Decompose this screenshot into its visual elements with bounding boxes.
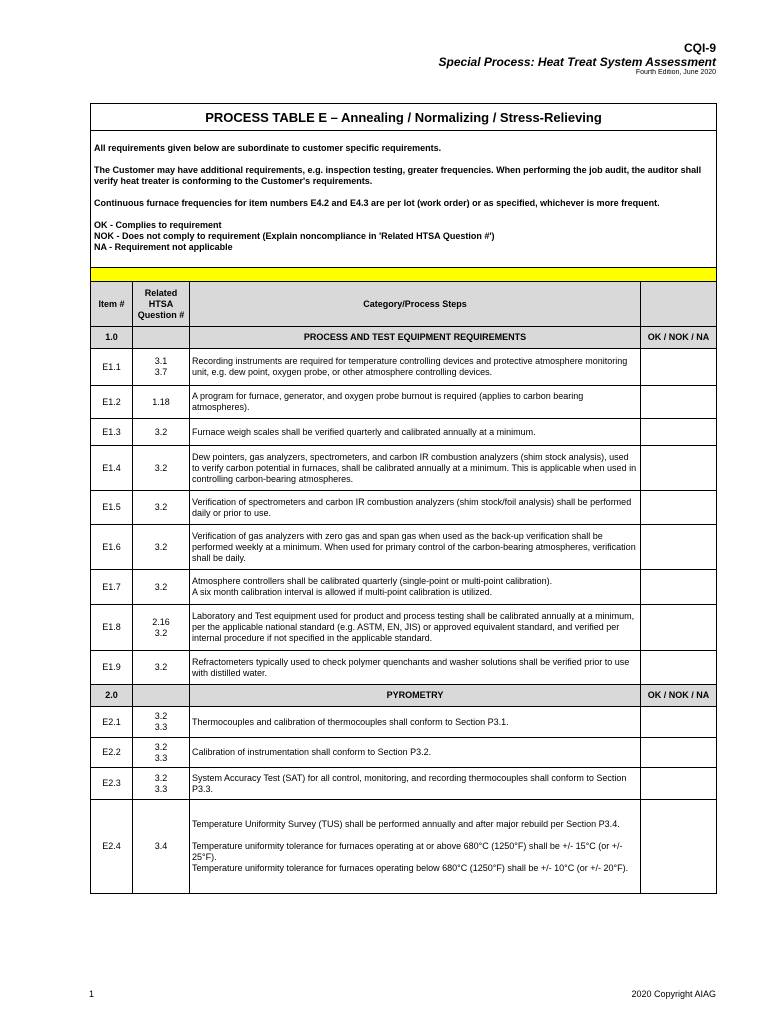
item-number: E1.4 <box>91 446 133 491</box>
table-row <box>91 800 717 894</box>
htsa-question-number: 3.2 <box>154 581 168 592</box>
item-number: E1.2 <box>91 386 133 419</box>
htsa-question <box>133 651 190 685</box>
htsa-question-number: 2.16 <box>152 616 170 627</box>
compliance-cell[interactable] <box>641 419 717 446</box>
col-item-header: Item # <box>91 282 133 327</box>
htsa-question-number: 3.2 <box>154 541 168 552</box>
section-header-row <box>91 327 717 349</box>
copyright: 2020 Copyright AIAG <box>631 989 716 999</box>
edition-label: Fourth Edition, June 2020 <box>635 69 716 76</box>
htsa-question <box>133 446 190 491</box>
compliance-cell[interactable] <box>641 738 717 768</box>
item-number: E1.7 <box>91 570 133 605</box>
section-number: 2.0 <box>91 685 133 707</box>
legend-nok: NOK - Does not comply to requirement (Explain noncompliance in 'Related HTSA Question #') <box>94 231 495 241</box>
compliance-cell[interactable] <box>641 446 717 491</box>
process-step-text: Furnace weigh scales shall be verified quarterly and calibrated annually at a minimum. <box>190 419 641 446</box>
intro-paragraph: The Customer may have additional requirements, e.g. inspection testing, greater frequencies. When performing the job audit, the auditor shall verify heat treater is conforming to the Customer's requirements. <box>94 165 702 186</box>
section-name: PROCESS AND TEST EQUIPMENT REQUIREMENTS <box>190 327 641 349</box>
process-step-text: Verification of gas analyzers with zero gas and span gas when used as the back-up verification shall be performed weekly at a minimum. When used for primary control of the carbon-bearing atmospheres, verification shall be daily. <box>190 525 641 570</box>
table-row <box>91 768 717 800</box>
table-row <box>91 491 717 525</box>
htsa-question <box>133 386 190 419</box>
htsa-question-number: 3.1 <box>154 356 168 366</box>
htsa-question-number: 3.2 <box>154 502 168 512</box>
htsa-question <box>133 605 190 651</box>
process-step-text: System Accuracy Test (SAT) for all control, monitoring, and recording thermocouples shall conform to Section P3.3. <box>190 768 641 800</box>
intro-text <box>91 131 717 268</box>
item-number: E2.3 <box>91 768 133 800</box>
htsa-question <box>133 570 190 605</box>
section-blank <box>133 327 190 349</box>
process-step-text: Verification of spectrometers and carbon IR combustion analyzers (shim stock/foil analysis) shall be performed daily or prior to use. <box>190 491 641 525</box>
table-row <box>91 525 717 570</box>
process-table-container <box>90 103 716 894</box>
htsa-question-number: 3.4 <box>154 841 168 851</box>
item-number: E1.9 <box>91 651 133 685</box>
table-row <box>91 738 717 768</box>
col-ok-header <box>641 282 717 327</box>
table-title-row <box>91 104 717 131</box>
col-steps-header: Category/Process Steps <box>190 282 641 327</box>
table-row <box>91 605 717 651</box>
table-row <box>91 707 717 738</box>
compliance-cell[interactable] <box>641 651 717 685</box>
item-number: E1.8 <box>91 605 133 651</box>
table-row <box>91 349 717 386</box>
htsa-question-number: 3.2 <box>154 741 168 752</box>
process-step-text: Temperature Uniformity Survey (TUS) shall be performed annually and after major rebuild per Section P3.4. Temperature uniformity tolerance for furnaces operating at or above 680°C (1250°F) shall be +/- 15°C (or +/- 25°F). Temperature uniformity tolerance for furnaces operating below 680°C (1250°F) shall be +/- 10°C (or +/- 20°F). <box>190 800 641 894</box>
section-ok-header: OK / NOK / NA <box>641 685 717 707</box>
legend-na: NA - Requirement not applicable <box>94 242 233 252</box>
page-number: 1 <box>89 989 95 999</box>
compliance-cell[interactable] <box>641 386 717 419</box>
item-number: E2.4 <box>91 800 133 894</box>
compliance-cell[interactable] <box>641 570 717 605</box>
htsa-question <box>133 491 190 525</box>
process-step-text: Recording instruments are required for temperature controlling devices and protective atmosphere monitoring unit, e.g. dew point, oxygen probe, or other atmosphere controlling devices. <box>190 349 641 386</box>
htsa-question <box>133 707 190 738</box>
htsa-question <box>133 349 190 386</box>
intro-row <box>91 131 717 268</box>
section-ok-header: OK / NOK / NA <box>641 327 717 349</box>
process-step-text: Thermocouples and calibration of thermocouples shall conform to Section P3.1. <box>190 707 641 738</box>
table-row <box>91 419 717 446</box>
process-step-text: Atmosphere controllers shall be calibrated quarterly (single-point or multi-point calibration). A six month calibration interval is allowed if multi-point calibration is utilized. <box>190 570 641 605</box>
intro-paragraph: Continuous furnace frequencies for item numbers E4.2 and E4.3 are per lot (work order) or as specified, whichever is more frequent. <box>94 198 660 208</box>
compliance-cell[interactable] <box>641 605 717 651</box>
process-step-text: Dew pointers, gas analyzers, spectrometers, and carbon IR combustion analyzers (shim stock analysis), used to verify carbon potential in furnaces, shall be calibrated annually at a minimum. This is applicable when used in controlling carbon-bearing atmospheres. <box>190 446 641 491</box>
process-step-text: Calibration of instrumentation shall conform to Section P3.2. <box>190 738 641 768</box>
htsa-question <box>133 768 190 800</box>
item-number: E2.1 <box>91 707 133 738</box>
htsa-question-number: 3.2 <box>154 462 168 473</box>
column-header-row <box>91 282 717 327</box>
item-number: E1.1 <box>91 349 133 386</box>
compliance-cell[interactable] <box>641 525 717 570</box>
highlight-row <box>91 268 717 282</box>
legend <box>94 220 713 253</box>
compliance-cell[interactable] <box>641 349 717 386</box>
htsa-question-number: 3.2 <box>154 662 168 672</box>
compliance-cell[interactable] <box>641 707 717 738</box>
section-number: 1.0 <box>91 327 133 349</box>
table-row <box>91 651 717 685</box>
item-number: E1.5 <box>91 491 133 525</box>
document-code: CQI-9 <box>683 41 716 55</box>
htsa-question-number: 3.3 <box>154 752 168 763</box>
compliance-cell[interactable] <box>641 800 717 894</box>
htsa-question <box>133 800 190 894</box>
htsa-question <box>133 738 190 768</box>
htsa-question-number: 1.18 <box>152 396 170 407</box>
section-header-row <box>91 685 717 707</box>
process-step-text: Refractometers typically used to check polymer quenchants and washer solutions shall be verified prior to use with distilled water. <box>190 651 641 685</box>
document-title: Special Process: Heat Treat System Assessment <box>438 55 716 69</box>
compliance-cell[interactable] <box>641 491 717 525</box>
table-title: PROCESS TABLE E – Annealing / Normalizing / Stress-Relieving <box>91 104 717 131</box>
col-htsa-header: Related HTSA Question # <box>133 282 190 327</box>
table-row <box>91 386 717 419</box>
section-blank <box>133 685 190 707</box>
htsa-question-number: 3.2 <box>154 627 168 638</box>
compliance-cell[interactable] <box>641 768 717 800</box>
intro-paragraph: All requirements given below are subordinate to customer specific requirements. <box>94 143 442 153</box>
htsa-question <box>133 525 190 570</box>
section-name: PYROMETRY <box>190 685 641 707</box>
table-row <box>91 570 717 605</box>
process-table <box>90 103 717 894</box>
legend-ok: OK - Complies to requirement <box>94 220 222 230</box>
htsa-question-number: 3.2 <box>154 426 168 437</box>
htsa-question-number: 3.3 <box>154 783 168 794</box>
item-number: E1.3 <box>91 419 133 446</box>
item-number: E1.6 <box>91 525 133 570</box>
table-row <box>91 446 717 491</box>
htsa-question-number: 3.2 <box>154 772 168 783</box>
htsa-question-number: 3.3 <box>154 722 168 732</box>
yellow-band <box>91 268 717 282</box>
htsa-question-number: 3.2 <box>154 711 168 721</box>
htsa-question <box>133 419 190 446</box>
item-number: E2.2 <box>91 738 133 768</box>
process-step-text: A program for furnace, generator, and oxygen probe burnout is required (applies to carbon bearing atmospheres). <box>190 386 641 419</box>
process-step-text: Laboratory and Test equipment used for product and process testing shall be calibrated annually at a minimum, per the applicable national standard (e.g. ASTM, EN, JIS) or approved equivalent standard, and verified per internal procedure if not specified in the applicable standard. <box>190 605 641 651</box>
htsa-question-number: 3.7 <box>154 367 168 377</box>
